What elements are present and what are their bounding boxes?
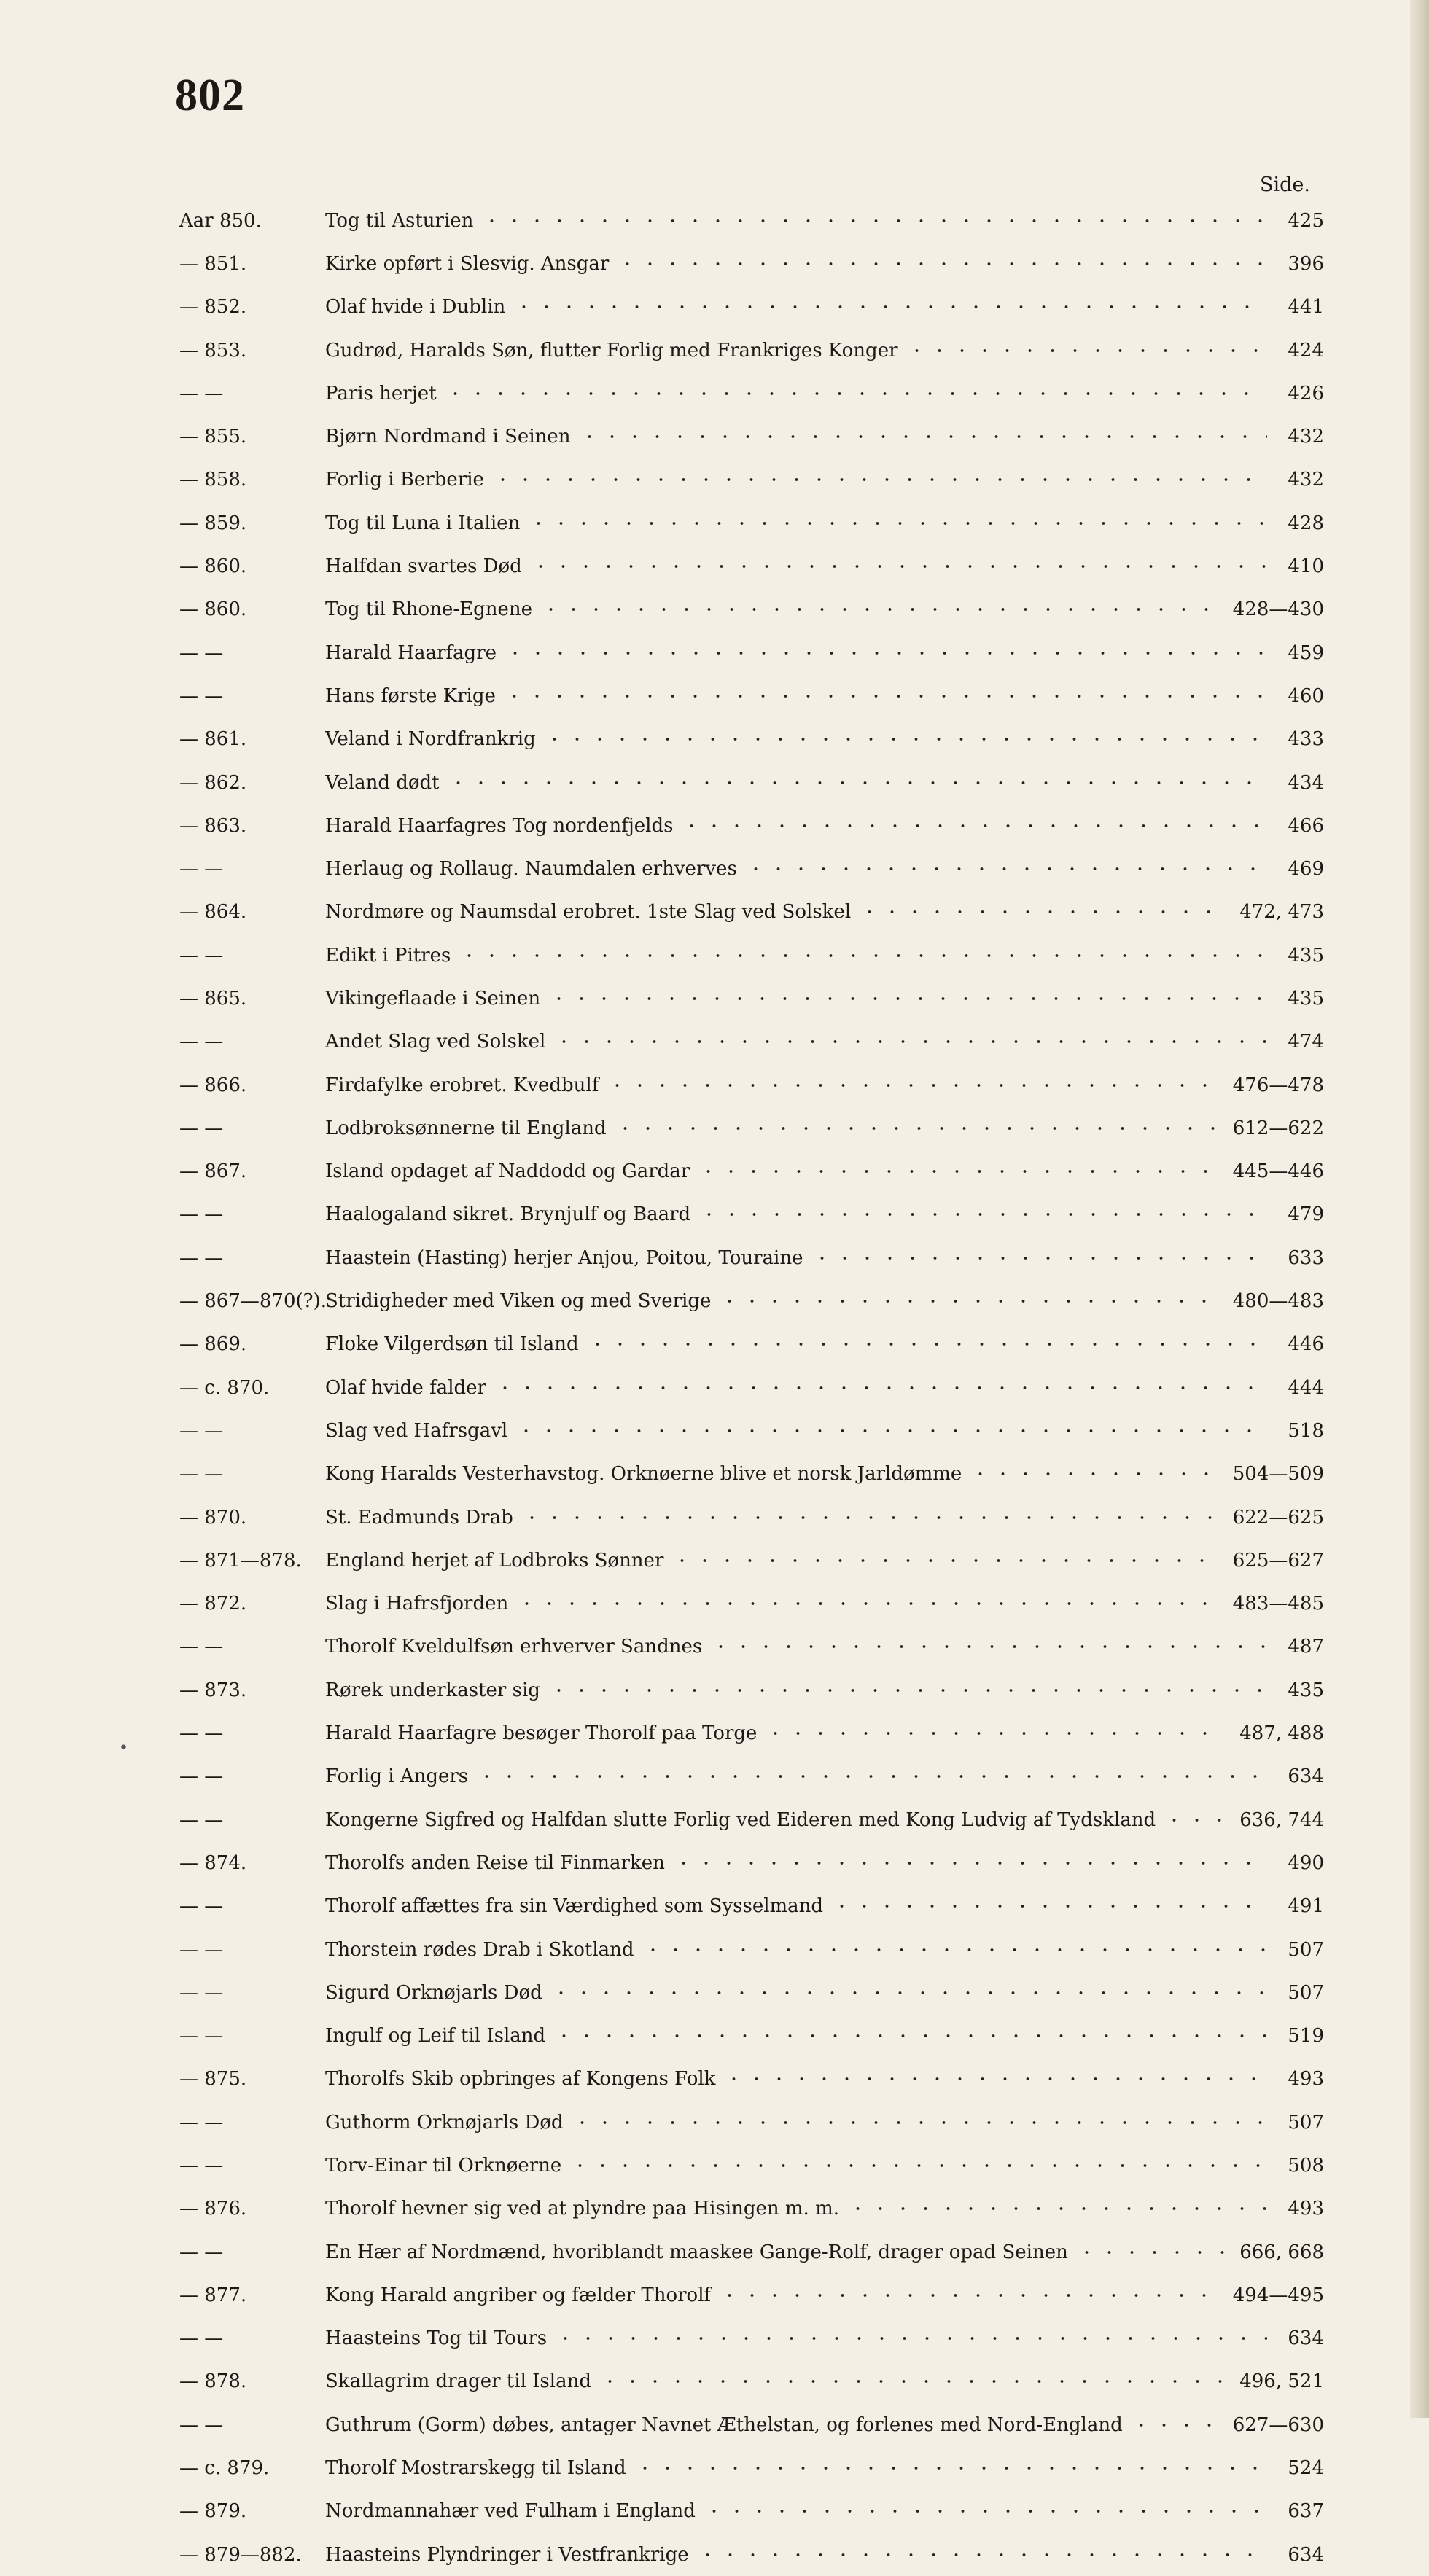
entry-year: — 858. (179, 469, 247, 491)
dot-leader (709, 1644, 1267, 1650)
entry-text: Harald Haarfagre (325, 641, 497, 664)
index-entry (179, 847, 1324, 890)
entry-year: — 877. (179, 2284, 247, 2306)
entry-pages: 507 (1288, 1938, 1324, 1961)
dot-leader (548, 1687, 1267, 1693)
index-entry (179, 2446, 1324, 2489)
entry-text: Forlig i Angers (325, 1765, 469, 1788)
entry-year: — 878. (179, 2370, 247, 2393)
dot-leader (723, 2076, 1267, 2082)
entry-pages: 508 (1288, 2155, 1324, 2177)
entry-text: Herlaug og Rollaug. Naumdalen erhverves (325, 858, 737, 881)
entry-year: — — (179, 2025, 224, 2048)
dot-leader (698, 1211, 1267, 1217)
entry-text: Thorolf Kveldulfsøn erhverver Sandnes (325, 1636, 703, 1658)
index-entry (179, 1323, 1324, 1366)
entry-pages: 459 (1288, 641, 1324, 664)
dot-leader (458, 953, 1267, 959)
entry-pages: 493 (1288, 2068, 1324, 2091)
entry-pages: 493 (1288, 2198, 1324, 2220)
entry-year: — 870. (179, 1506, 247, 1529)
entry-year: — — (179, 2111, 224, 2134)
entry-pages: 432 (1288, 426, 1324, 448)
entry-pages: 507 (1288, 1981, 1324, 2004)
entry-text: Gudrød, Haralds Søn, flutter Forlig med Frankriges Konger (325, 339, 898, 362)
entry-text: Bjørn Nordmand i Seinen (325, 426, 571, 448)
entry-text: Haasteins Tog til Tours (325, 2327, 548, 2350)
index-entry (179, 1755, 1324, 1798)
index-entry (179, 1236, 1324, 1279)
entry-year: — — (179, 1031, 224, 1053)
entry-text: Kong Harald angriber og fælder Thorolf (325, 2284, 712, 2306)
dot-leader (599, 2378, 1226, 2384)
entry-year: — — (179, 1636, 224, 1658)
margin-mark: • (119, 1739, 128, 1757)
dot-leader (521, 1515, 1220, 1521)
index-entry (179, 2273, 1324, 2317)
entry-year: — — (179, 1246, 224, 1269)
entry-year: — 851. (179, 252, 247, 275)
index-entry (179, 1409, 1324, 1452)
dot-leader (1163, 1817, 1226, 1823)
entry-text: Paris herjet (325, 382, 437, 405)
dot-leader (671, 1558, 1219, 1564)
entry-text: Floke Vilgerdsøn til Island (325, 1333, 579, 1356)
dot-leader (491, 477, 1267, 483)
index-entry (179, 1712, 1324, 1755)
dot-leader (515, 1428, 1267, 1434)
entry-text: Guthrum (Gorm) døbes, antager Navnet Æthelstan, og forlenes med Nord-England (325, 2413, 1123, 2436)
entry-text: Thorolf affættes fra sin Værdighed som Sysselmand (325, 1895, 824, 1918)
page-binding-edge (1410, 0, 1429, 2418)
entry-year: — — (179, 641, 224, 664)
entry-text: Olaf hvide i Dublin (325, 296, 506, 319)
dot-leader (447, 780, 1267, 786)
entry-pages: 504—509 (1232, 1463, 1324, 1486)
entry-year: — 879—882. (179, 2543, 302, 2566)
entry-text: Tog til Asturien (325, 209, 474, 232)
index-entry (179, 1971, 1324, 2014)
entry-year: — 864. (179, 901, 247, 924)
dot-leader (1075, 2249, 1226, 2255)
index-entry (179, 1366, 1324, 1409)
entry-text: Kongerne Sigfred og Halfdan slutte Forlig ved Eideren med Kong Ludvig af Tydskland (325, 1808, 1156, 1831)
entry-text: St. Eadmunds Drab (325, 1506, 513, 1529)
entry-pages: 426 (1288, 382, 1324, 405)
entry-text: Firdafylke erobret. Kvedbulf (325, 1074, 599, 1096)
index-entry (179, 2014, 1324, 2057)
entry-pages: 633 (1288, 1246, 1324, 1269)
entry-text: Thorstein rødes Drab i Skotland (325, 1938, 634, 1961)
entry-year: — 867. (179, 1160, 247, 1183)
entry-pages: 469 (1288, 858, 1324, 881)
dot-leader (444, 391, 1267, 397)
dot-leader (642, 1947, 1267, 1953)
entry-pages: 519 (1288, 2025, 1324, 2048)
index-entry (179, 1063, 1324, 1106)
dot-leader (578, 434, 1267, 440)
entry-pages: 627—630 (1232, 2413, 1324, 2436)
index-entry (179, 1841, 1324, 1884)
entry-pages: 425 (1288, 209, 1324, 232)
index-entry (179, 2490, 1324, 2533)
entry-pages: 433 (1288, 728, 1324, 751)
dot-leader (696, 2552, 1267, 2558)
entry-text: Kirke opført i Slesvig. Ansgar (325, 252, 610, 275)
entry-year: — 871—878. (179, 1549, 302, 1572)
entry-pages: 460 (1288, 684, 1324, 707)
dot-leader (830, 1903, 1267, 1909)
dot-leader (571, 2120, 1267, 2126)
entry-year: — 860. (179, 555, 247, 578)
index-entry (179, 2403, 1324, 2446)
entry-text: Stridigheder med Viken og med Sverige (325, 1290, 712, 1313)
entry-pages: 625—627 (1232, 1549, 1324, 1572)
entry-year: — c. 870. (179, 1376, 270, 1399)
index-entry (179, 415, 1324, 458)
page-column-header: Side. (1260, 173, 1310, 196)
dot-leader (846, 2206, 1267, 2212)
dot-leader (540, 606, 1220, 612)
entry-year: — — (179, 684, 224, 707)
entry-year: — — (179, 2241, 224, 2263)
index-entry (179, 588, 1324, 631)
entry-year: — — (179, 858, 224, 881)
entry-year: — — (179, 1981, 224, 2004)
entry-year: — 875. (179, 2068, 247, 2091)
dot-leader (764, 1730, 1226, 1736)
dot-leader (553, 1039, 1267, 1045)
entry-pages: 480—483 (1232, 1290, 1324, 1313)
dot-leader (569, 2163, 1267, 2169)
entry-pages: 472, 473 (1239, 901, 1324, 924)
index-entry (179, 977, 1324, 1020)
entry-pages: 435 (1288, 944, 1324, 967)
entry-pages: 444 (1288, 1376, 1324, 1399)
entry-pages: 441 (1288, 296, 1324, 319)
entry-text: Lodbroksønnerne til England (325, 1117, 607, 1139)
entry-pages: 666, 668 (1239, 2241, 1324, 2263)
entry-pages: 410 (1288, 555, 1324, 578)
entry-pages: 487, 488 (1239, 1722, 1324, 1745)
entry-text: Nordmannahær ved Fulham i England (325, 2500, 696, 2523)
index-entry (179, 674, 1324, 717)
entry-text: Slag i Hafrsfjorden (325, 1593, 509, 1615)
entry-pages: 636, 744 (1239, 1808, 1324, 1831)
entry-pages: 490 (1288, 1851, 1324, 1874)
dot-leader (858, 909, 1226, 915)
entry-year: — c. 879. (179, 2457, 270, 2480)
entry-text: Halfdan svartes Død (325, 555, 522, 578)
entry-text: Slag ved Hafrsgavl (325, 1419, 508, 1442)
entry-pages: 491 (1288, 1895, 1324, 1918)
entry-text: England herjet af Lodbroks Sønner (325, 1549, 664, 1572)
dot-leader (504, 650, 1267, 656)
entry-pages: 612—622 (1232, 1117, 1324, 1139)
entry-pages: 494—495 (1232, 2284, 1324, 2306)
dot-leader (680, 823, 1267, 829)
index-entry (179, 934, 1324, 977)
entry-text: Ingulf og Leif til Island (325, 2025, 546, 2048)
entry-pages: 434 (1288, 771, 1324, 794)
entry-pages: 435 (1288, 1679, 1324, 1701)
dot-leader (703, 2508, 1267, 2514)
entry-year: — 873. (179, 1679, 247, 1701)
entry-year: — 863. (179, 814, 247, 837)
entry-text: Haalogaland sikret. Brynjulf og Baard (325, 1203, 691, 1226)
index-entry (179, 1582, 1324, 1625)
dot-leader (614, 1125, 1220, 1131)
entry-year: — 855. (179, 426, 247, 448)
entry-pages: 634 (1288, 2327, 1324, 2350)
dot-leader (718, 2292, 1220, 2298)
index-entry (179, 545, 1324, 588)
entry-text: Olaf hvide falder (325, 1376, 486, 1399)
dot-leader (606, 1082, 1219, 1088)
entry-pages: 634 (1288, 2543, 1324, 2566)
entry-year: — 862. (179, 771, 247, 794)
index-entry (179, 2360, 1324, 2403)
entry-text: Harald Haarfagres Tog nordenfjelds (325, 814, 674, 837)
entry-pages: 507 (1288, 2111, 1324, 2134)
entry-year: — — (179, 1419, 224, 1442)
entry-year: — 866. (179, 1074, 247, 1096)
entry-text: Hans første Krige (325, 684, 496, 707)
entry-year: — — (179, 944, 224, 967)
index-entry (179, 2101, 1324, 2144)
dot-leader (515, 1601, 1220, 1607)
entry-pages: 428—430 (1232, 598, 1324, 621)
entry-year: — 859. (179, 512, 247, 534)
dot-leader (480, 218, 1267, 224)
index-entry (179, 631, 1324, 674)
index-entry (179, 501, 1324, 545)
entry-text: En Hær af Nordmænd, hvoriblandt maaskee Gange-Rolf, drager opad Seinen (325, 2241, 1068, 2263)
index-entry (179, 718, 1324, 761)
dot-leader (550, 1990, 1267, 1996)
entry-year: — — (179, 1895, 224, 1918)
entry-year: — 860. (179, 598, 247, 621)
entry-year: — — (179, 1463, 224, 1486)
index-entry (179, 1539, 1324, 1582)
entry-text: Forlig i Berberie (325, 469, 484, 491)
entry-pages: 435 (1288, 987, 1324, 1010)
entry-text: Nordmøre og Naumsdal erobret. 1ste Slag ved Solskel (325, 901, 852, 924)
index-entry (179, 1453, 1324, 1496)
entry-text: Sigurd Orknøjarls Død (325, 1981, 542, 2004)
index-entry (179, 1496, 1324, 1539)
dot-leader (616, 261, 1267, 267)
entry-year: Aar 850. (179, 209, 262, 232)
dot-leader (527, 520, 1267, 526)
entry-text: Island opdaget af Naddodd og Gardar (325, 1160, 690, 1183)
dot-leader (529, 563, 1267, 569)
entry-pages: 446 (1288, 1333, 1324, 1356)
index-entry (179, 372, 1324, 415)
entry-pages: 634 (1288, 1765, 1324, 1788)
index-entry (179, 1928, 1324, 1971)
index-entry (179, 329, 1324, 372)
entry-pages: 496, 521 (1239, 2370, 1324, 2393)
index-entry (179, 2144, 1324, 2187)
entry-pages: 483—485 (1232, 1593, 1324, 1615)
entry-text: Rørek underkaster sig (325, 1679, 540, 1701)
index-entry (179, 1279, 1324, 1322)
entry-year: — 872. (179, 1593, 247, 1615)
dot-leader (475, 1773, 1267, 1779)
dot-leader (697, 1168, 1220, 1174)
entry-text: Haastein (Hasting) herjer Anjou, Poitou, Touraine (325, 1246, 803, 1269)
index-entry (179, 1668, 1324, 1712)
entry-pages: 428 (1288, 512, 1324, 534)
entry-text: Thorolfs Skib opbringes af Kongens Folk (325, 2068, 716, 2091)
chronology-table (179, 199, 1324, 2576)
entry-year: — 869. (179, 1333, 247, 1356)
dot-leader (494, 1385, 1267, 1391)
index-entry (179, 1885, 1324, 1928)
entry-year: — 867—870(?). (179, 1290, 327, 1313)
entry-text: Veland i Nordfrankrig (325, 728, 536, 751)
entry-pages: 479 (1288, 1203, 1324, 1226)
entry-year: — 879. (179, 2500, 247, 2523)
dot-leader (718, 1298, 1219, 1304)
dot-leader (906, 348, 1267, 354)
page-number: 802 (175, 71, 245, 120)
entry-text: Tog til Luna i Italien (325, 512, 521, 534)
dot-leader (503, 693, 1267, 699)
entry-text: Veland dødt (325, 771, 440, 794)
entry-text: Vikingeflaade i Seinen (325, 987, 541, 1010)
entry-year: — 865. (179, 987, 247, 1010)
index-entry (179, 242, 1324, 285)
entry-text: Andet Slag ved Solskel (325, 1031, 546, 1053)
index-entry (179, 458, 1324, 501)
entry-text: Torv-Einar til Orknøerne (325, 2155, 562, 2177)
index-entry (179, 2533, 1324, 2576)
dot-leader (744, 866, 1267, 872)
entry-pages: 487 (1288, 1636, 1324, 1658)
entry-pages: 424 (1288, 339, 1324, 362)
index-entry (179, 2317, 1324, 2360)
entry-pages: 396 (1288, 252, 1324, 275)
entry-year: — — (179, 1808, 224, 1831)
dot-leader (634, 2465, 1267, 2471)
index-entry (179, 1625, 1324, 1668)
entry-pages: 637 (1288, 2500, 1324, 2523)
dot-leader (513, 304, 1267, 310)
entry-year: — 853. (179, 339, 247, 362)
index-entry (179, 804, 1324, 847)
entry-year: — — (179, 382, 224, 405)
entry-year: — — (179, 1938, 224, 1961)
entry-year: — 874. (179, 1851, 247, 1874)
entry-text: Thorolf hevner sig ved at plyndre paa Hisingen m. m. (325, 2198, 839, 2220)
dot-leader (586, 1341, 1267, 1347)
entry-text: Kong Haralds Vesterhavstog. Orknøerne blive et norsk Jarldømme (325, 1463, 962, 1486)
index-entry (179, 2230, 1324, 2273)
entry-pages: 466 (1288, 814, 1324, 837)
entry-year: — 861. (179, 728, 247, 751)
entry-text: Harald Haarfagre besøger Thorolf paa Torge (325, 1722, 758, 1745)
dot-leader (548, 996, 1267, 1002)
entry-text: Tog til Rhone-Egnene (325, 598, 533, 621)
entry-year: — — (179, 1117, 224, 1139)
entry-pages: 432 (1288, 469, 1324, 491)
entry-year: — 852. (179, 296, 247, 319)
index-entry (179, 1193, 1324, 1236)
entry-text: Edikt i Pitres (325, 944, 451, 967)
entry-year: — — (179, 1203, 224, 1226)
index-entry (179, 2058, 1324, 2101)
entry-text: Skallagrim drager til Island (325, 2370, 591, 2393)
dot-leader (543, 736, 1267, 742)
entry-text: Thorolf Mostrarskegg til Island (325, 2457, 626, 2480)
index-entry (179, 761, 1324, 804)
index-entry (179, 891, 1324, 934)
entry-year: — — (179, 1765, 224, 1788)
entry-pages: 445—446 (1232, 1160, 1324, 1183)
entry-year: — — (179, 2327, 224, 2350)
index-entry (179, 286, 1324, 329)
index-entry (179, 1150, 1324, 1193)
index-entry (179, 2187, 1324, 2230)
index-entry (179, 1798, 1324, 1841)
entry-year: — — (179, 2413, 224, 2436)
entry-pages: 524 (1288, 2457, 1324, 2480)
entry-pages: 476—478 (1232, 1074, 1324, 1096)
index-entry (179, 1106, 1324, 1150)
dot-leader (969, 1471, 1219, 1477)
dot-leader (553, 2033, 1267, 2039)
entry-pages: 622—625 (1232, 1506, 1324, 1529)
entry-text: Haasteins Plyndringer i Vestfrankrige (325, 2543, 689, 2566)
entry-year: — — (179, 2155, 224, 2177)
entry-text: Guthorm Orknøjarls Død (325, 2111, 564, 2134)
entry-text: Thorolfs anden Reise til Finmarken (325, 1851, 665, 1874)
entry-pages: 474 (1288, 1031, 1324, 1053)
dot-leader (1130, 2422, 1220, 2428)
dot-leader (554, 2335, 1267, 2341)
index-entry (179, 199, 1324, 242)
entry-pages: 518 (1288, 1419, 1324, 1442)
index-entry (179, 1020, 1324, 1063)
dot-leader (672, 1860, 1267, 1866)
entry-year: — 876. (179, 2198, 247, 2220)
dot-leader (811, 1255, 1268, 1261)
entry-year: — — (179, 1722, 224, 1745)
